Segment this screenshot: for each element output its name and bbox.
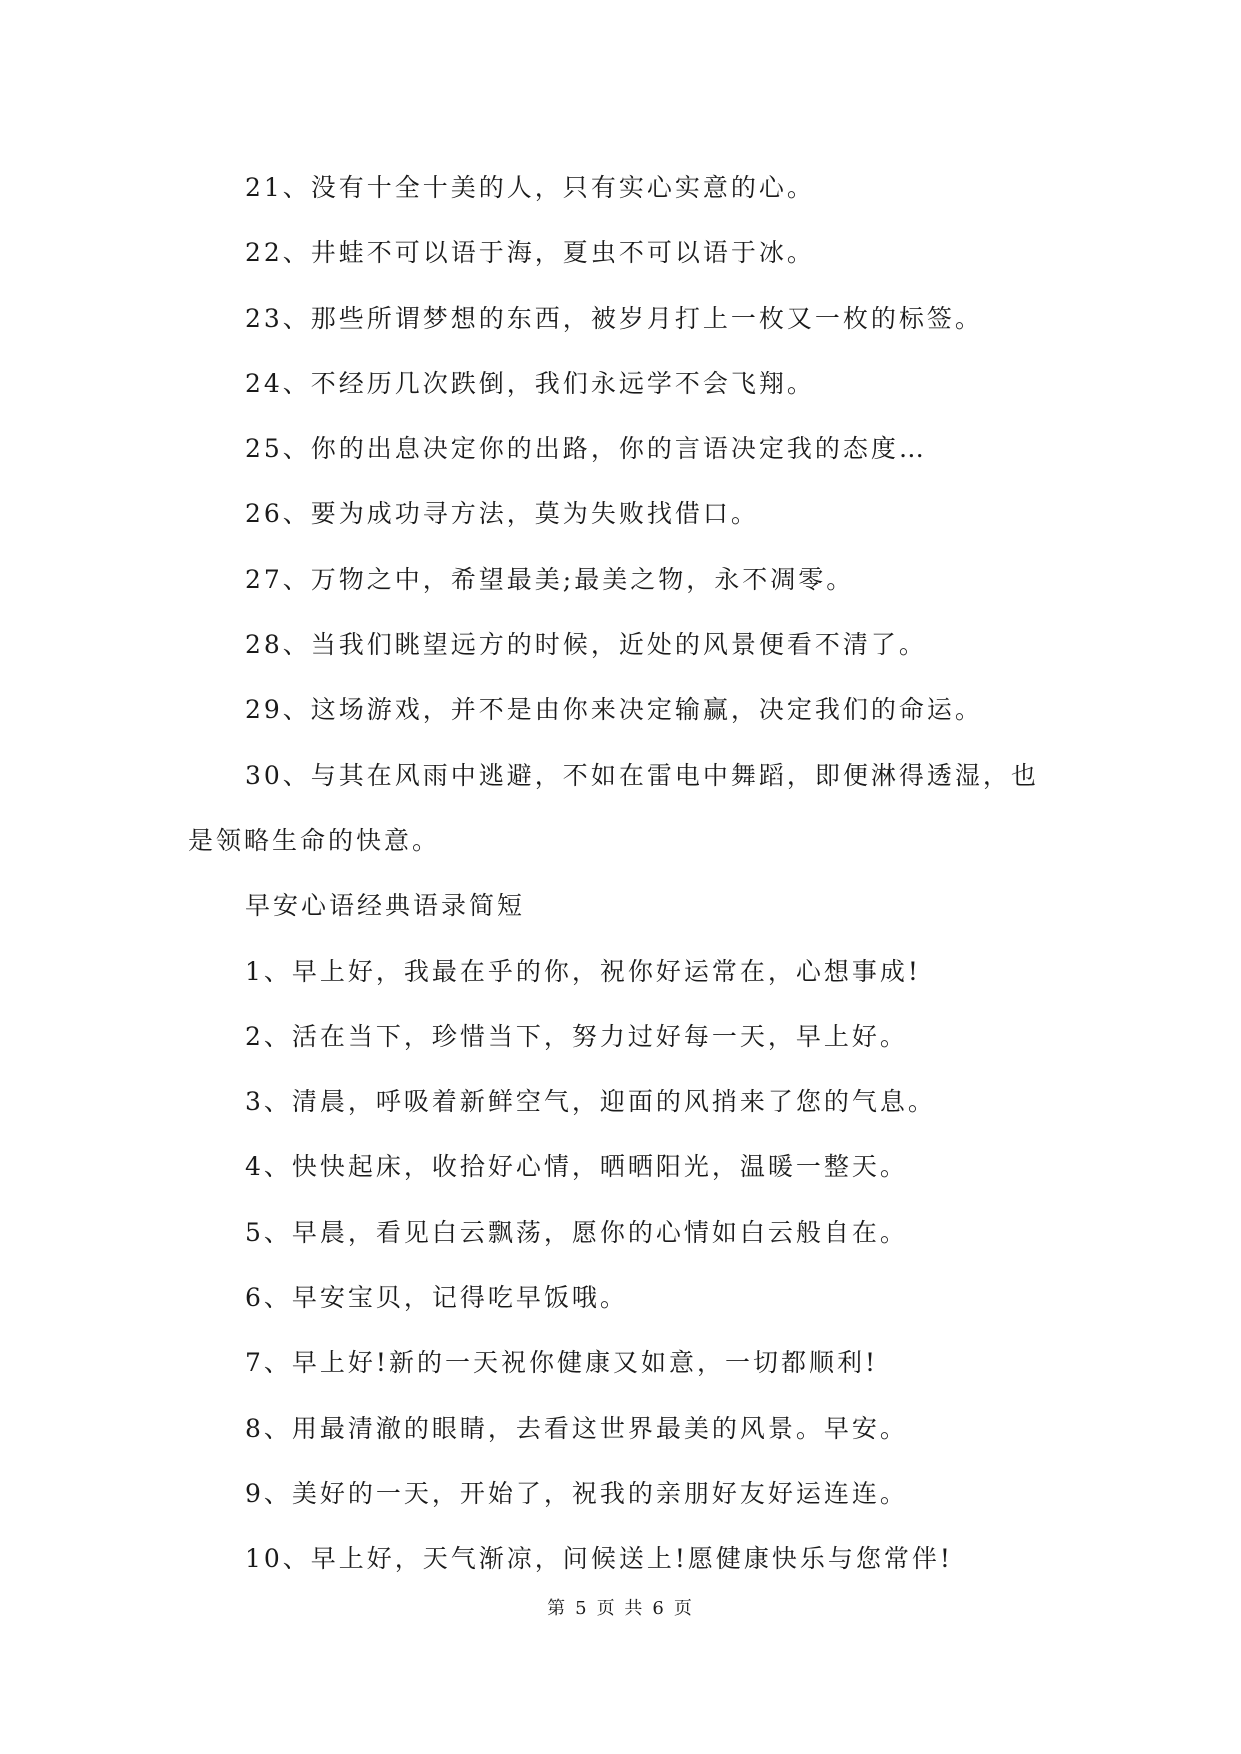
quote-line-30-continued: 是领略生命的快意。 (188, 825, 441, 855)
morning-quote-1: 1、早上好，我最在乎的你，祝你好运常在，心想事成! (245, 956, 921, 986)
quote-line-25: 25、你的出息决定你的出路，你的言语决定我的态度… (245, 434, 927, 464)
morning-quote-8: 8、用最清澈的眼睛，去看这世界最美的风景。早安。 (245, 1413, 908, 1443)
quote-line-28: 28、当我们眺望远方的时候，近处的风景便看不清了。 (245, 630, 927, 660)
morning-quote-4: 4、快快起床，收拾好心情，晒晒阳光，温暖一整天。 (245, 1152, 908, 1182)
quote-line-22: 22、井蛙不可以语于海，夏虫不可以语于冰。 (245, 238, 815, 268)
morning-quote-10: 10、早上好，天气渐凉，问候送上!愿健康快乐与您常伴! (245, 1544, 953, 1574)
quote-line-29: 29、这场游戏，并不是由你来决定输赢，决定我们的命运。 (245, 695, 983, 725)
quote-line-21: 21、没有十全十美的人，只有实心实意的心。 (245, 173, 815, 202)
morning-quote-5: 5、早晨，看见白云飘荡，愿你的心情如白云般自在。 (245, 1217, 908, 1247)
quote-line-23: 23、那些所谓梦想的东西，被岁月打上一枚又一枚的标签。 (245, 303, 983, 333)
footer-current-page: 5 (575, 1598, 589, 1619)
quote-line-24: 24、不经历几次跌倒，我们永远学不会飞翔。 (245, 368, 815, 398)
morning-quote-6: 6、早安宝贝，记得吃早饭哦。 (245, 1283, 628, 1313)
quote-line-27: 27、万物之中，希望最美;最美之物，永不凋零。 (245, 564, 855, 594)
document-body (188, 155, 1068, 1592)
footer-middle: 页 共 (596, 1598, 645, 1619)
footer-total-pages: 6 (652, 1598, 666, 1619)
morning-quote-9: 9、美好的一天，开始了，祝我的亲朋好友好运连连。 (245, 1478, 908, 1508)
quote-line-26: 26、要为成功寻方法，莫为失败找借口。 (245, 499, 759, 529)
footer-suffix: 页 (673, 1598, 694, 1619)
quote-line-30: 30、与其在风雨中逃避，不如在雷电中舞蹈，即便淋得透湿，也 (245, 760, 1039, 790)
page-footer (0, 1597, 1241, 1621)
footer-prefix: 第 (547, 1598, 568, 1619)
morning-quote-7: 7、早上好!新的一天祝你健康又如意，一切都顺利! (245, 1348, 879, 1378)
morning-quote-2: 2、活在当下，珍惜当下，努力过好每一天，早上好。 (245, 1021, 908, 1051)
morning-quote-3: 3、清晨，呼吸着新鲜空气，迎面的风捎来了您的气息。 (245, 1087, 936, 1117)
section-heading: 早安心语经典语录简短 (245, 891, 526, 921)
